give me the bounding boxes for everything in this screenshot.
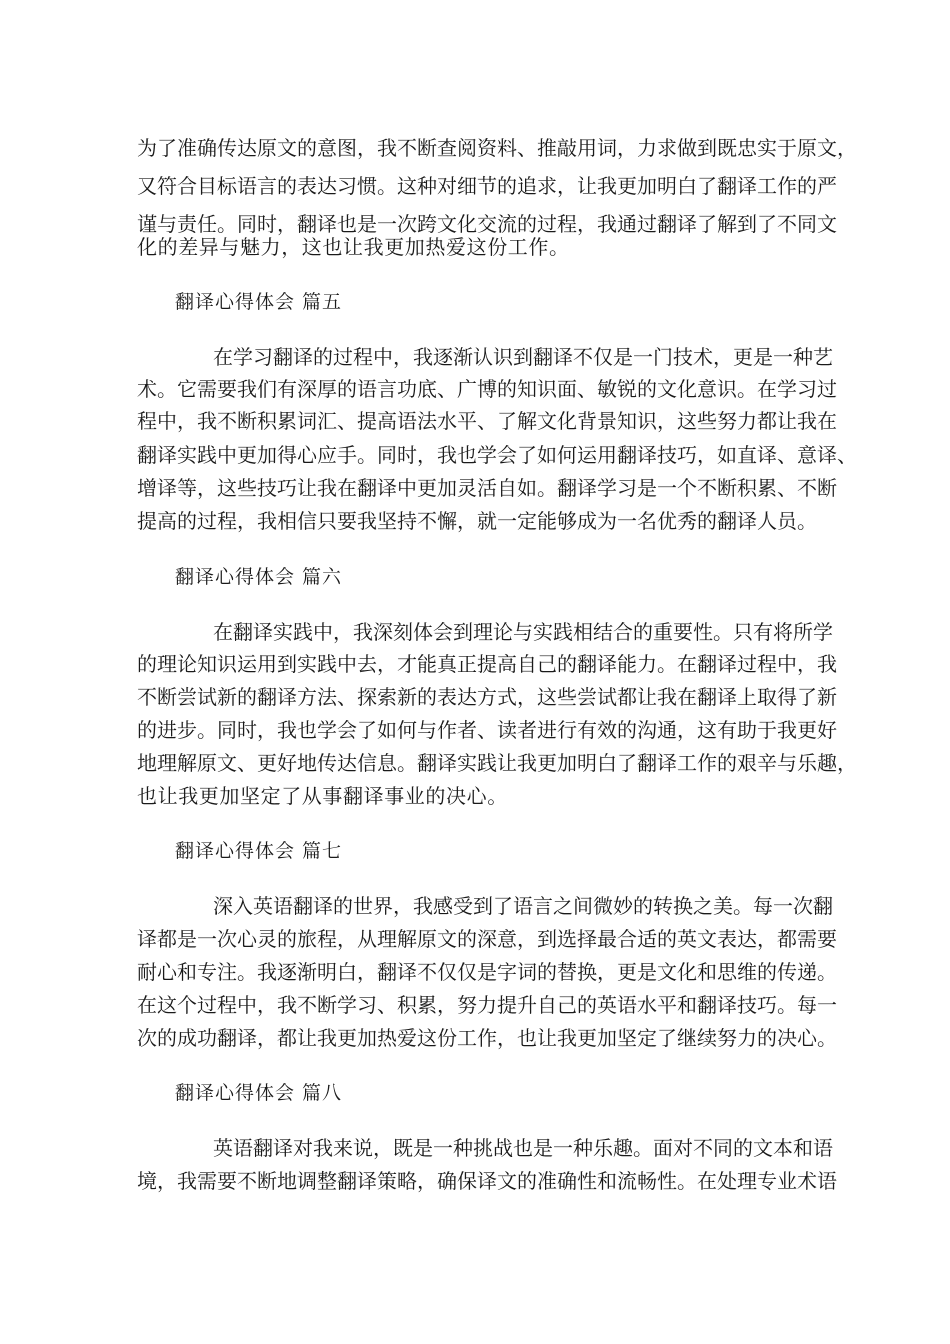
paragraph-line: 次的成功翻译，都让我更加热爱这份工作，也让我更加坚定了继续努力的决心。 [137,1026,837,1050]
paragraph-line: 深入英语翻译的世界，我感受到了语言之间微妙的转换之美。每一次翻 [213,894,833,918]
paragraph-line: 地理解原文、更好地传达信息。翻译实践让我更加明白了翻译工作的艰辛与乐趣， [137,751,857,775]
paragraph-line: 为了准确传达原文的意图，我不断查阅资料、推敲用词，力求做到既忠实于原文， [137,136,857,160]
section-heading: 翻译心得体会 篇五 [175,291,343,313]
paragraph-line: 提高的过程，我相信只要我坚持不懈，就一定能够成为一名优秀的翻译人员。 [137,509,817,533]
paragraph-line: 术。它需要我们有深厚的语言功底、广博的知识面、敏锐的文化意识。在学习过 [137,377,837,401]
paragraph-line: 的进步。同时，我也学会了如何与作者、读者进行有效的沟通，这有助于我更好 [137,718,837,742]
paragraph-line: 也让我更加坚定了从事翻译事业的决心。 [137,784,508,808]
section-heading: 翻译心得体会 篇八 [175,1082,343,1104]
paragraph-line: 翻译实践中更加得心应手。同时，我也学会了如何运用翻译技巧，如直译、意译、 [137,443,857,467]
paragraph-line: 耐心和专注。我逐渐明白，翻译不仅仅是字词的替换，更是文化和思维的传递。 [137,960,837,984]
paragraph-line: 又符合目标语言的表达习惯。这种对细节的追求，让我更加明白了翻译工作的严 [137,174,837,198]
section-heading: 翻译心得体会 篇七 [175,840,343,862]
paragraph-line: 化的差异与魅力，这也让我更加热爱这份工作。 [137,235,570,259]
section-heading: 翻译心得体会 篇六 [175,566,343,588]
paragraph-line: 谨与责任。同时，翻译也是一次跨文化交流的过程，我通过翻译了解到了不同文 [137,212,837,236]
paragraph-line: 不断尝试新的翻译方法、探索新的表达方式，这些尝试都让我在翻译上取得了新 [137,685,837,709]
paragraph-line: 境，我需要不断地调整翻译策略，确保译文的准确性和流畅性。在处理专业术语 [137,1169,837,1193]
paragraph-line: 在这个过程中，我不断学习、积累，努力提升自己的英语水平和翻译技巧。每一 [137,993,837,1017]
paragraph-line: 译都是一次心灵的旅程，从理解原文的深意，到选择最合适的英文表达，都需要 [137,927,837,951]
paragraph-line: 增译等，这些技巧让我在翻译中更加灵活自如。翻译学习是一个不断积累、不断 [137,476,837,500]
paragraph-line: 的理论知识运用到实践中去，才能真正提高自己的翻译能力。在翻译过程中，我 [137,652,837,676]
paragraph-line: 在学习翻译的过程中，我逐渐认识到翻译不仅是一门技术，更是一种艺 [213,345,833,369]
paragraph-line: 在翻译实践中，我深刻体会到理论与实践相结合的重要性。只有将所学 [213,620,833,644]
paragraph-line: 英语翻译对我来说，既是一种挑战也是一种乐趣。面对不同的文本和语 [213,1136,833,1160]
paragraph-line: 程中，我不断积累词汇、提高语法水平、了解文化背景知识，这些努力都让我在 [137,409,837,433]
